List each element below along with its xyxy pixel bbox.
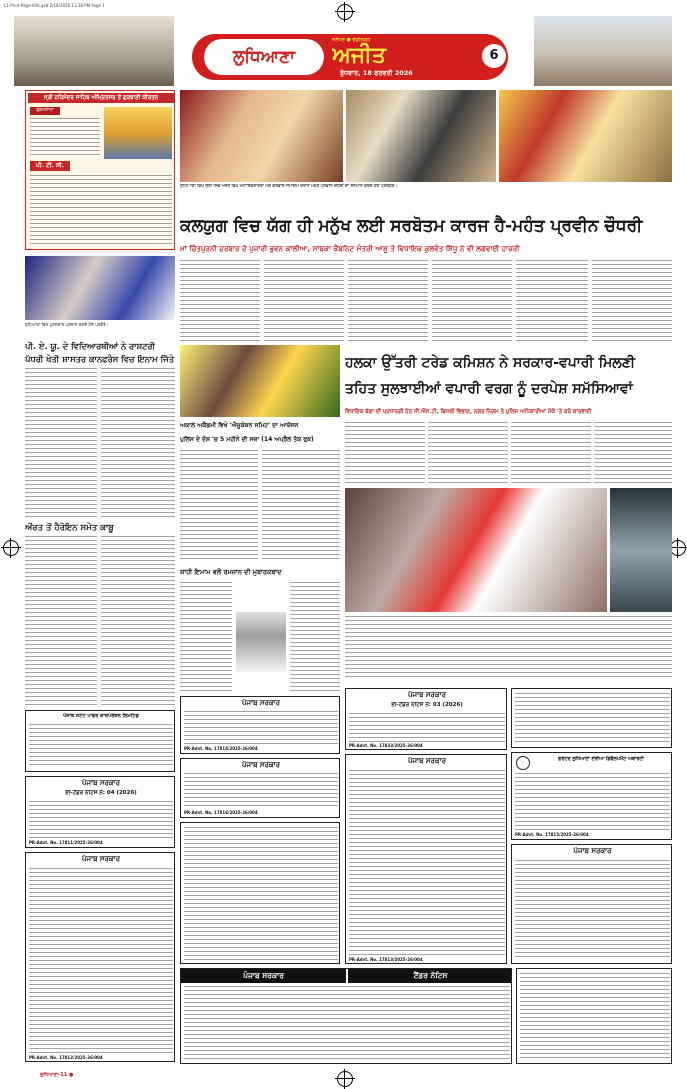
pau-story-col-2: [101, 368, 175, 518]
ad-gldc: [511, 752, 672, 840]
print-slug: L1-Print-Page-006.qxd 2/18/2026 11:38 PM Page 1: [4, 3, 105, 8]
ad-punjab-3-text: [184, 711, 338, 745]
trade-story-col-1: [345, 422, 425, 484]
gldc-logo-icon: [516, 756, 530, 770]
masthead-date: ਬੁੱਧਵਾਰ, 18 ਫਰਵਰੀ 2026: [340, 69, 413, 77]
masthead: [14, 16, 672, 86]
tender-punjab-sarkar: ਪੰਜਾਬ ਸਰਕਾਰ: [181, 969, 346, 983]
ad-tender-notice: [180, 968, 512, 1064]
ad-enotice-3-notice: ਈ-ਟੈਂਡਰ ਨੋਟਿਸ ਨੰ: 03 (2026): [391, 702, 463, 708]
main-story-col-5: [516, 260, 588, 342]
court-headline: ਪੁਲਿਸ ਦੇ ਦੋਸ਼ 'ਚ 5 ਮਹੀਨੇ ਦੀ ਸਜ਼ਾ (14 ਅਪ੍ਰੈਲ ਤੱਕ ਰੁਕ): [180, 436, 314, 443]
main-story-col-1: [180, 260, 260, 342]
ad-pspcl: [25, 710, 175, 772]
photo-shiv-mandir-2: [346, 90, 496, 182]
ad-punjab-4-title: ਪੰਜਾਬ ਸਰਕਾਰ: [241, 761, 280, 769]
main-story-col-6: [592, 260, 672, 342]
ad-gldc-title: ਗਰੇਟਰ ਲੁਧਿਆਣਾ ਏਰੀਆ ਡਿਵੈਲਪਮੈਂਟ ਅਥਾਰਟੀ: [558, 757, 644, 762]
masthead-left-photo: [14, 16, 174, 86]
trade-story-col-3: [511, 422, 591, 484]
ad-punjab-4: [180, 758, 340, 818]
trade-headline-1: ਹਲਕਾ ਉੱਤਰੀ ਟਰੇਡ ਕਮਿਸ਼ਨ ਨੇ ਸਰਕਾਰ-ਵਪਾਰੀ ਮਿਲਣੀ: [345, 355, 636, 371]
ad-punjab-2-title: ਪੰਜਾਬ ਸਰਕਾਰ: [81, 855, 120, 863]
imam-story-col-1: [180, 582, 232, 692]
registration-mark-right: [670, 540, 686, 556]
ad-enotice-3: [345, 688, 507, 750]
ad-pspcl-text: [29, 724, 173, 768]
masthead-tagline: ਜਲੰਧਰ ● ਚੰਡੀਗੜ੍ਹ: [332, 37, 371, 43]
court-story-col-1: [180, 450, 258, 560]
ad-pspcl-title: ਪੰਜਾਬ ਸਟੇਟ ਪਾਵਰ ਕਾਰਪੋਰੇਸ਼ਨ ਲਿਮਟਿਡ: [63, 713, 139, 719]
academy-headline: ਅਕਾਲ ਅਕੈਡਮੀ ਵਿਖੇ 'ਐਜੂਕੇਸ਼ਨ ਸਮਿਟ' ਦਾ ਆਯੋਜਨ: [180, 422, 299, 429]
masthead-right-photo: [534, 16, 672, 86]
ad-right-1: [511, 688, 672, 748]
top-photo-caption: ਲੁਧਿਆਣਾ ਵਿਖੇ ਸ੍ਰੀ ਸ਼ਿਵ ਮੰਦਰ ਵਿਖੇ ਮਹਾਂਸ਼ਿਵਰਾਤਰੀ ਮੌਕੇ ਕਰਵਾਏ ਸਮਾਗਮ ਦੌਰਾਨ ਮਹੰਤ ਪ੍ਰਵੀਨ ਚੌਧਰੀ ਦਾ ਸਨਮਾਨ ਕਰਦੇ ਹੋਏ ਪ੍ਰਬੰਧਕ।: [180, 184, 398, 189]
footer: ਲੁਧਿਆਣਾ-11 ●: [40, 1072, 74, 1078]
heroin-story-col-1: [25, 536, 97, 706]
trade-headline-2: ਤਹਿਤ ਸੁਲਝਾਈਆਂ ਵਪਾਰੀ ਵਰਗ ਨੂੰ ਦਰਪੇਸ਼ ਸਮੱਸਿਆਵਾਂ: [345, 381, 633, 397]
ad-punjab-5-text: [349, 770, 505, 956]
imam-story-col-2: [290, 582, 340, 692]
heroin-story-col-2: [101, 536, 175, 706]
main-headline: ਕਲਯੁਗ ਵਿਚ ਯੱਗ ਹੀ ਮਨੁੱਖ ਲਈ ਸਰਬੋਤਮ ਕਾਰਜ ਹੈ-ਮਹੰਤ ਪ੍ਰਵੀਨ ਚੌਧਰੀ: [180, 216, 643, 236]
ad-punjab-4-ref: PR-Advt. No. 17816/2025-26/004: [184, 810, 258, 815]
trade-subhead: ਵਿਧਾਇਕ ਬੱਗਾ ਦੀ ਪ੍ਰਧਾਨਗੀ ਹੇਠ ਜੀ.ਐੱਸ.ਟੀ, ਬਿਜਲੀ ਵਿਭਾਗ, ਨਗਰ ਨਿਗਮ ਤੇ ਪੁਲਿਸ ਅਧਿਕਾਰੀਆਂ ਮੌਕੇ 'ਤੇ ਕਰੋ ਕਾਰਵਾਈ: [345, 409, 592, 415]
main-story-col-2: [264, 260, 344, 342]
academy-photo: [180, 345, 340, 417]
ad-punjab-2: [25, 852, 175, 1062]
ad-enotice-3-text: [349, 713, 505, 743]
ad-punjab-2-text: [29, 868, 173, 1054]
main-story-col-3: [348, 260, 428, 342]
ad-punjab-3-title: ਪੰਜਾਬ ਸਰਕਾਰ: [241, 699, 280, 707]
trade-story-col-2: [428, 422, 508, 484]
ad-punjab-6-title: ਪੰਜਾਬ ਸਰਕਾਰ: [573, 847, 612, 855]
photo-shiv-mandir-3: [499, 90, 672, 182]
ad-punjab-6-text: [515, 860, 670, 960]
ad-punjab-1-ref: PR-Advt. No. 17811/2025-26/004: [29, 840, 103, 845]
court-story-col-2: [262, 450, 340, 560]
main-story-col-4: [432, 260, 512, 342]
ad-punjab-2-ref: PR-Advt. No. 17812/2025-26/004: [29, 1055, 103, 1060]
pau-story-col-1: [25, 368, 97, 518]
ad-punjab-5-title: ਪੰਜਾਬ ਸਰਕਾਰ: [407, 757, 446, 765]
pau-photo-caption: ਲੁਧਿਆਣਾ ਵਿਖੇ ਪੁਰਸਕਾਰ ਪ੍ਰਦਾਨ ਕਰਦੇ ਹੋਏ ਪਤਵੰਤੇ।: [25, 322, 109, 327]
ad-bottom-right-text: [520, 973, 670, 1061]
ad-gldc-left-text: [184, 827, 338, 961]
ad-gldc-left: [180, 822, 340, 964]
masthead-banner: [192, 34, 508, 80]
ad-right-1-text: [515, 693, 670, 745]
pau-headline: ਪੀ. ਏ. ਯੂ. ਦੇ ਵਿਦਿਆਰਥੀਆਂ ਨੇ ਰਾਸ਼ਟਰੀ ਪੱਧਰੀ ਖੇਤੀ ਸ਼ਾਸਤਰ ਕਾਨਫਰੰਸ ਵਿਚ ਇਨਾਮ ਜਿੱਤੇ: [25, 341, 174, 364]
gurbani-sub: ਹੁਕਮਨਾਮਾ: [30, 107, 60, 115]
ad-enotice-3-ref: PR-Advt. No. 17833/2025-26/004: [349, 743, 423, 748]
ad-punjab-5: [345, 754, 507, 964]
ad-punjab-1-title: ਪੰਜਾਬ ਸਰਕਾਰ: [81, 779, 120, 787]
golden-temple-image: [104, 107, 172, 159]
trade-speaker-photo: [610, 488, 672, 612]
ad-bottom-right: [516, 968, 672, 1064]
ad-punjab-3: [180, 696, 340, 754]
tender-notice-title: ਟੈਂਡਰ ਨੋਟਿਸ: [348, 969, 512, 983]
ad-gldc-ref: PR-Advt. No. 17815/2025-26/004: [515, 832, 589, 837]
trade-story-bottom: [345, 616, 672, 678]
ad-enotice-3-title: ਪੰਜਾਬ ਸਰਕਾਰ: [407, 691, 446, 699]
gurbani-text: [30, 118, 100, 158]
ad-punjab-3-ref: PR-Advt. No. 17814/2025-26/004: [184, 746, 258, 751]
photo-shiv-mandir-1: [180, 90, 343, 182]
ad-punjab-5-ref: PR-Advt. No. 17813/2025-26/004: [349, 957, 423, 962]
ad-punjab-1: [25, 776, 175, 848]
main-subhead: ਮਾਂ ਚਿੰਤਪੁਰਨੀ ਦਰਬਾਰ ਦੇ ਪੁਜਾਰੀ ਭੁਵਨ ਕਾਲੀਆ, ਸਾਬਕਾ ਕੈਬਨਿਟ ਮੰਤਰੀ ਆਸ਼ੂ ਤੇ ਵਿਧਾਇਕ ਕੁਲਵੰਤ ਸਿੱਧੂ ਨੇ ਵੀ ਲਗਵਾਈ ਹਾਜ਼ਰੀ: [180, 244, 520, 253]
ad-punjab-1-text: [29, 801, 173, 839]
gurbani-heading: ਸ੍ਰੀ ਹਰਿਮੰਦਰ ਸਾਹਿਬ ਅੰਮ੍ਰਿਤਸਰ ਤੋਂ ਗੁਰਬਾਣੀ ਕੀਰਤਨ: [28, 93, 174, 103]
ad-punjab-1-notice: ਈ-ਟੈਂਡਰ ਨੋਟਿਸ ਨੰ: 04 (2026): [65, 790, 137, 796]
trade-story-col-4: [594, 422, 672, 484]
heroin-headline: ਔਰਤ ਤੋਂ ਹੈਰੋਇਨ ਸਮੇਤ ਕਾਬੂ: [25, 523, 114, 533]
masthead-ludhiana: ਲੁਧਿਆਣਾ: [204, 39, 324, 75]
ad-gldc-text: [515, 773, 670, 831]
ad-punjab-4-text: [184, 773, 338, 809]
ptc-badge: ਪੀ. ਟੀ. ਸੀ.: [30, 161, 70, 171]
imam-headline: ਸ਼ਾਹੀ ਇਮਾਮ ਵਲੋਂ ਰਮਜ਼ਾਨ ਦੀ ਮੁਬਾਰਕਬਾਦ: [180, 568, 282, 576]
pau-award-photo: [25, 256, 175, 320]
tender-table: [184, 986, 510, 1062]
imam-photo: [236, 612, 286, 672]
masthead-ajit: ਅਜੀਤ: [332, 43, 386, 68]
registration-mark-bottom: [337, 1071, 353, 1087]
gurbani-schedule: [30, 175, 172, 247]
gurbani-ad: [25, 90, 175, 250]
trade-meeting-photo: [345, 488, 607, 612]
registration-mark-left: [3, 540, 19, 556]
ad-punjab-6: [511, 844, 672, 964]
page-number: 6: [482, 44, 506, 68]
